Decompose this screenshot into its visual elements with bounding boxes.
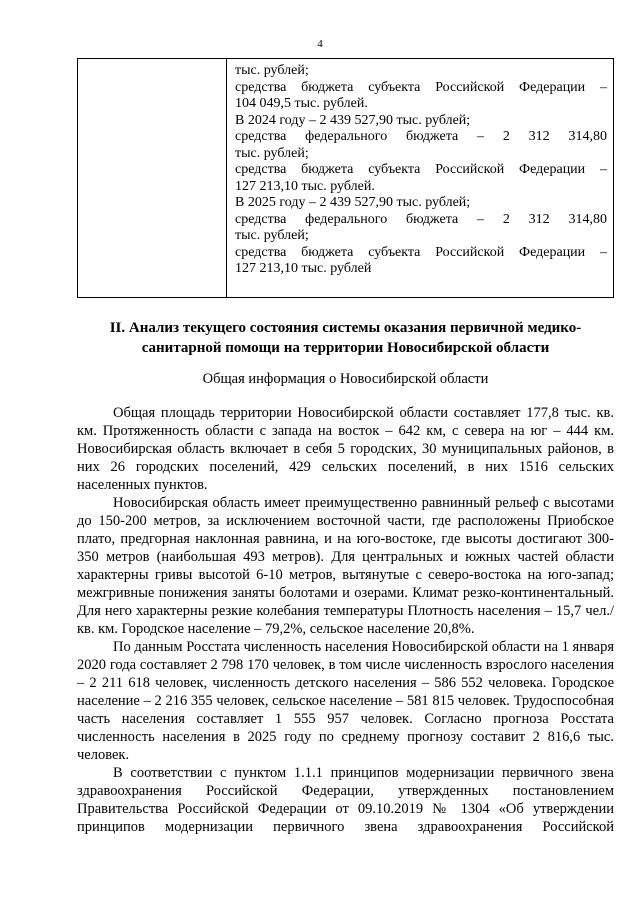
body-text	[77, 404, 614, 836]
page-number: 4	[317, 38, 323, 50]
table-cell-line: средства федерального бюджета – 2 312 314,80	[235, 211, 607, 227]
table-cell-line: 127 213,10 тыс. рублей.	[235, 178, 375, 194]
paragraph-relief: Новосибирская область имеет преимущественно равнинный рельеф с высотами до 150-200 метров, за исключением восточной части, где расположены Приобское плато, предгорная наклонная равнина, и на юго-востоке, где высоты достигают 300-350 метров (наибольшая 493 метров). Для центральных и южных частей области характерны гривы высотой 6-10 метров, вытянутые с северо-востока на юго-запад; межгривные понижения заняты болотами и озерами. Климат резко-континентальный. Для него характерны резкие колебания температуры Плотность населения – 15,7 чел./кв. км. Городское население – 79,2%, сельское население 20,8%.	[77, 495, 614, 637]
section-subtitle: Общая информация о Новосибирской области	[202, 371, 489, 387]
section-title: II. Анализ текущего состояния системы оказания первичной медико-санитарной помощи на территории Новосибирской области	[109, 320, 582, 356]
table-cell-line: В 2024 году – 2 439 527,90 тыс. рублей;	[235, 112, 471, 128]
table-cell-line: 127 213,10 тыс. рублей	[235, 261, 372, 276]
paragraph-population: По данным Росстата численность населения Новосибирской области на 1 января 2020 года составляет 2 798 170 человек, в том числе численность взрослого населения – 2 211 618 человек, численность детского населения – 586 552 человека. Городское население – 2 216 355 человек, сельское население – 581 815 человек. Трудоспособная часть населения составляет 1 555 957 человек. Согласно прогноза Росстата численность населения в 2025 году по среднему прогнозу составит 2 816,6 тыс. человек.	[77, 639, 614, 763]
table-column-divider	[226, 59, 227, 297]
table-cell-line: В 2025 году – 2 439 527,90 тыс. рублей;	[235, 195, 471, 210]
table-cell-line: средства бюджета субъекта Российской Федерации –	[235, 162, 607, 177]
table-cell-line: 104 049,5 тыс. рублей.	[235, 96, 368, 111]
funding-table	[77, 58, 614, 298]
table-cell-line: средства федерального бюджета – 2 312 314,80	[235, 129, 607, 144]
table-cell-line: средства бюджета субъекта Российской Федерации –	[235, 79, 607, 95]
paragraph-territory: Общая площадь территории Новосибирской области составляет 177,8 тыс. кв. км. Протяженность области с запада на восток – 642 км, с севера на юг – 444 км. Новосибирская область включает в себя 5 городских, 30 муниципальных районов, в них 26 городских поселений, 429 сельских поселений, в них 1516 сельских населенных пунктов.	[77, 405, 614, 493]
table-cell-funding-details	[235, 63, 607, 278]
table-cell-line: тыс. рублей;	[235, 228, 309, 243]
table-cell-line: средства бюджета субъекта Российской Федерации –	[235, 244, 607, 260]
paragraph-modernization: В соответствии с пунктом 1.1.1 принципов модернизации первичного звена здравоохранения Российской Федерации, утвержденных постановлением Правительства Российской Федерации от 09.10.2019 № 1304 «Об утверждении принципов модернизации первичного звена здравоохранения Российской	[77, 765, 614, 835]
table-cell-line: тыс. рублей;	[235, 63, 309, 78]
table-cell-line: тыс. рублей;	[235, 145, 309, 161]
